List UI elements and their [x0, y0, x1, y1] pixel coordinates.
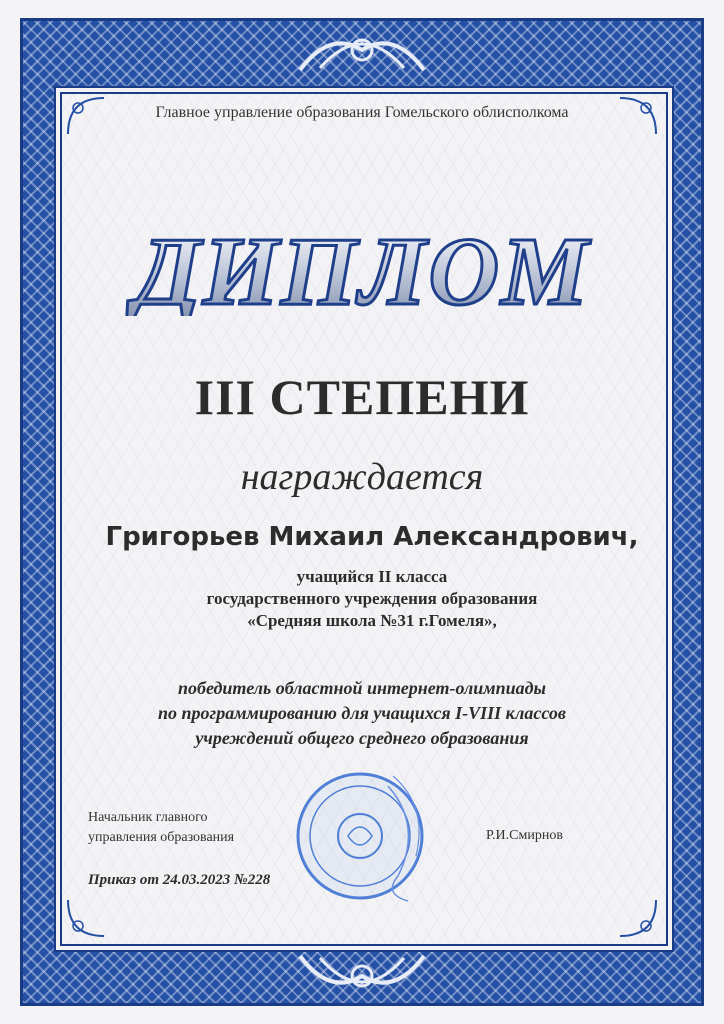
- signatory-position: [88, 808, 234, 848]
- achievement: [0, 676, 724, 751]
- signatory-name: Р.И.Смирнов: [486, 828, 563, 843]
- recipient-class: учащийся II класса: [296, 567, 448, 586]
- recipient-institution-type: государственного учреждения образования: [206, 589, 538, 608]
- order-reference: Приказ от 24.03.2023 №228: [88, 872, 271, 888]
- issuer-header: Главное управление образования Гомельского облисполкома: [155, 104, 569, 121]
- awarded-text: награждается: [240, 456, 484, 498]
- position-line: управления образования: [88, 830, 235, 845]
- official-stamp-icon: [288, 766, 438, 906]
- recipient-school: [0, 566, 724, 632]
- bottom-ornament-icon: [290, 944, 434, 1006]
- achievement-line: учреждений общего среднего образования: [195, 728, 529, 748]
- degree-text: III СТЕПЕНИ: [194, 369, 530, 425]
- position-line: Начальник главного: [88, 810, 208, 825]
- top-ornament-icon: [290, 20, 434, 82]
- achievement-line: победитель областной интернет-олимпиады: [177, 678, 547, 698]
- achievement-line: по программированию для учащихся I-VIII классов: [158, 703, 566, 723]
- diploma-title: [0, 216, 724, 321]
- corner-ornament-icon: [66, 898, 106, 938]
- corner-ornament-icon: [618, 898, 658, 938]
- title-text: ДИПЛОМ: [133, 218, 591, 316]
- recipient-name: Григорьев Михаил Александрович,: [105, 522, 639, 552]
- recipient-institution-name: «Средняя школа №31 г.Гомеля»,: [247, 611, 497, 630]
